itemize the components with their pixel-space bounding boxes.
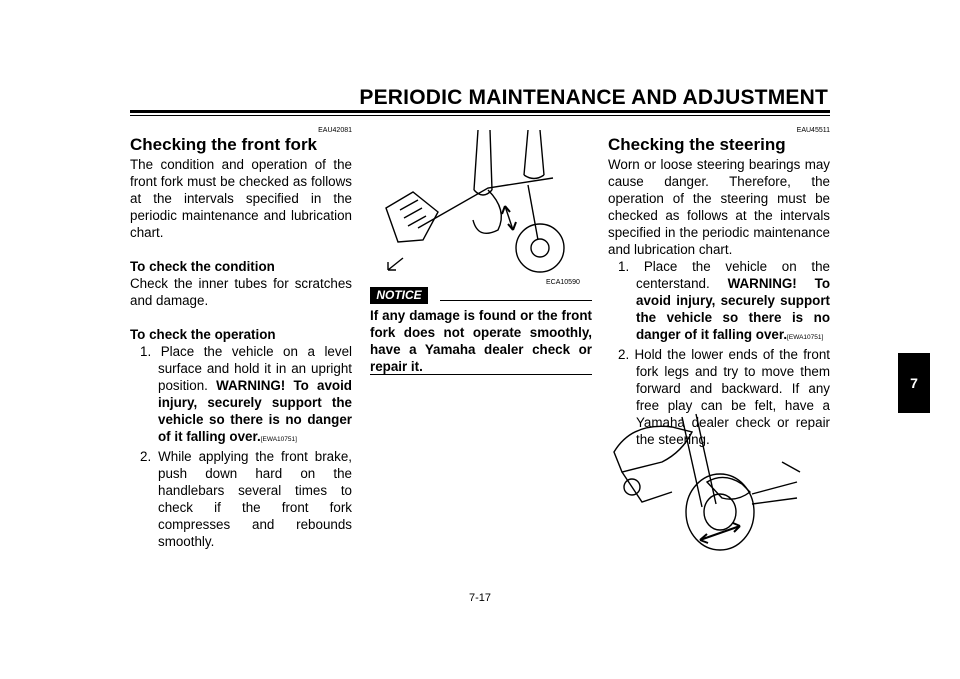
chapter-tab: 7 [898,353,930,413]
front-fork-illustration [378,130,593,280]
step-text: 1. Place the vehicle on a level surface and hold it in an upright position. [140,344,352,393]
step-text: 2. While applying the front brake, push down hard on the handlebars several times to check if the front fork compresses and rebounds smoothly. [140,449,352,549]
section-title: Checking the steering [608,135,786,154]
warning-ref: [EWA10751] [787,334,824,341]
notice-badge: NOTICE [370,287,428,304]
intro-paragraph: The condition and operation of the front fork must be checked as follows at the intervals specified in the periodic maintenance and lubrication chart. [130,157,352,240]
notice-rule [440,300,592,301]
condition-text: Check the inner tubes for scratches and damage. [130,276,352,308]
section-code: EAU42081 [318,127,352,134]
steering-illustration [612,412,802,552]
warning-text: WARNING! To avoid injury, securely support the vehicle so there is no danger of it falling over. [158,378,352,444]
notice-header [370,287,592,305]
header-rule-thin [130,115,830,116]
condition-heading: To check the condition [130,259,275,274]
step-text: 2. Hold the lower ends of the front fork legs and try to move them forward and backward. If any free play can be felt, have a Yamaha dealer check or repair the steering. [618,347,830,447]
section-code: EAU45511 [796,127,830,134]
warning-ref: [EWA10751] [260,436,297,443]
page-number: 7-17 [468,592,492,604]
intro-paragraph: Worn or loose steering bearings may cause danger. Therefore, the operation of the steering must be checked as follows at the intervals specified in the periodic maintenance and lubrication chart. [608,157,830,257]
notice-text: If any damage is found or the front fork does not operate smoothly, have a Yamaha dealer check or repair it. [370,308,592,374]
figure-code: ECA10590 [546,279,580,286]
operation-heading: To check the operation [130,327,276,342]
left-column [130,126,352,550]
warning-text: WARNING! To avoid injury, securely support the vehicle so there is no danger of it falling over. [636,276,830,342]
header-rule [130,110,830,113]
step-text: 1. Place the vehicle on the centerstand. [618,259,830,291]
section-title: Checking the front fork [130,135,318,154]
notice-bottom-rule [370,374,592,375]
right-column [608,126,830,448]
page-header-title: PERIODIC MAINTENANCE AND ADJUSTMENT [359,86,828,109]
list-item [130,343,352,448]
list-item [130,448,352,550]
list-item [608,258,830,346]
